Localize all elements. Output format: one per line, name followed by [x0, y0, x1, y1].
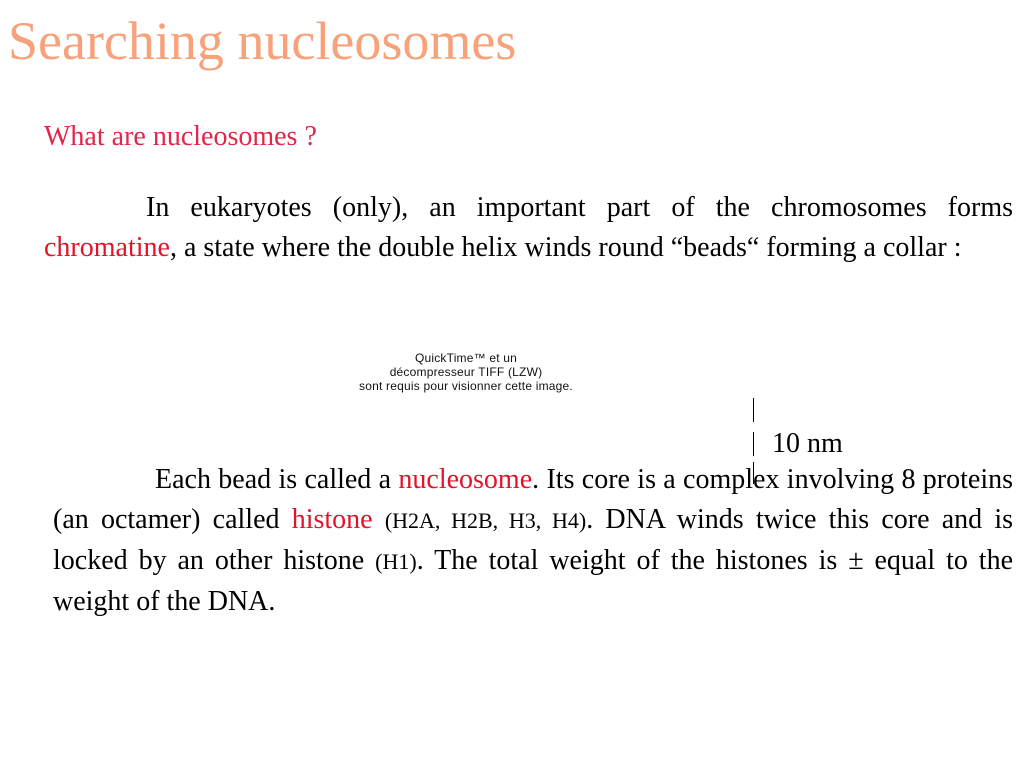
paragraph1-text-b: , a state where the double helix winds round “beads“ forming a collar :	[169, 232, 962, 263]
scale-label: 10 nm	[772, 428, 843, 459]
slide-title: Searching nucleosomes	[8, 11, 517, 71]
paragraph-nucleosome	[53, 460, 1013, 622]
paragraph2-text-b: . Its core is a complex involving 8 proteins (an octamer) called	[53, 464, 1013, 535]
paragraph2-text-d: . DNA winds twice this core and is locked by an other histone	[53, 504, 1014, 576]
histone-list: (H2A, H2B, H3, H4)	[384, 508, 587, 533]
paragraph-chromatine	[44, 188, 1013, 268]
scale-bar-segment	[753, 432, 754, 456]
slide-subtitle: What are nucleosomes ?	[44, 121, 317, 152]
paragraph2-text-e: . The total weight of the histones is ± equal to the weight of the DNA.	[53, 545, 1013, 617]
placeholder-line-3: sont requis pour visionner cette image.	[359, 379, 573, 393]
paragraph1-text-a: In eukaryotes (only), an important part of the chromosomes forms	[146, 192, 1013, 223]
histone-h1: (H1)	[375, 549, 417, 574]
paragraph2-text-c	[373, 504, 385, 535]
term-nucleosome: nucleosome	[398, 464, 533, 495]
missing-image-placeholder	[318, 351, 614, 393]
term-chromatine: chromatine	[44, 232, 170, 263]
placeholder-line-2: décompresseur TIFF (LZW)	[389, 365, 543, 379]
term-histone: histone	[291, 504, 373, 535]
scale-bar-segment	[753, 398, 754, 422]
placeholder-line-1: QuickTime™ et un	[414, 351, 518, 365]
paragraph2-text-a: Each bead is called a	[155, 464, 399, 495]
